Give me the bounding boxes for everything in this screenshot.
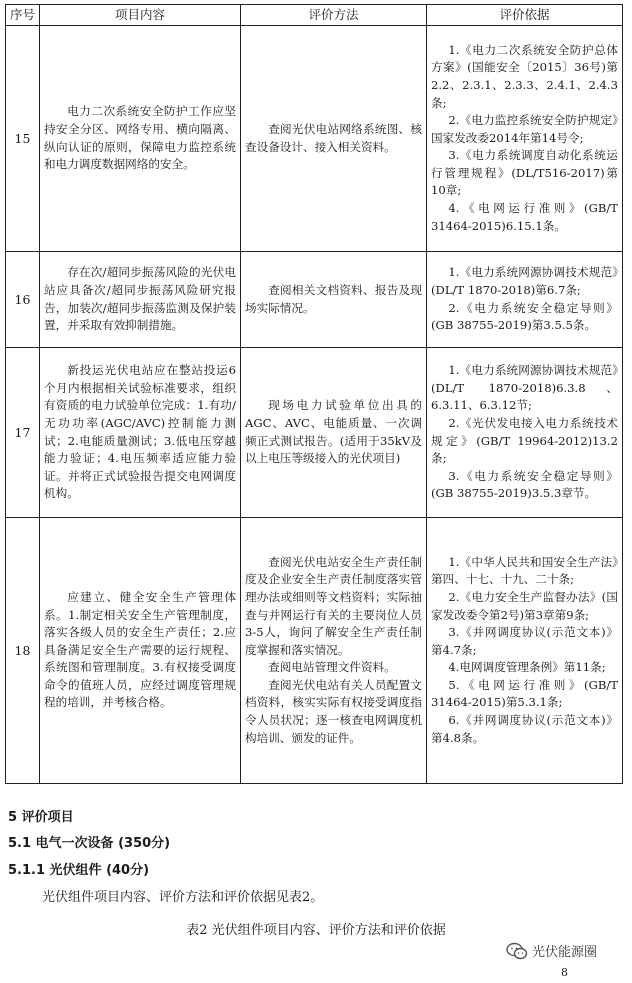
basis-item: 3.《并网调度协议(示范文本)》第4.7条; — [431, 625, 618, 657]
body-paragraph: 光伏组件项目内容、评价方法和评价依据见表2。 — [42, 890, 324, 905]
basis-item: 2.《电力监控系统安全防护规定》国家发改委2014年第14号令; — [431, 113, 618, 145]
table-row — [6, 518, 623, 784]
basis-item: 1.《电力系统网源协调技术规范》(DL/T 1870-2018)6.3.8、6.3.11、6.3.12节; — [431, 363, 618, 413]
row-content — [40, 348, 241, 518]
section-heading-5-1: 5.1 电气一次设备 (350分) — [8, 836, 171, 851]
row-method — [241, 26, 427, 252]
table-header-row — [6, 5, 623, 26]
row-number: 18 — [6, 518, 40, 784]
basis-item: 1.《电力二次系统安全防护总体方案》(国能安全〔2015〕36号)第2.2、2.3.1、2.3.3、2.4.1、2.4.3条; — [431, 42, 618, 110]
table-row — [6, 252, 623, 348]
header-seq: 序号 — [6, 5, 40, 26]
method-text: 现场电力试验单位出具的AGC、AVC、电能质量、一次调频正式测试报告。(适用于35kV及以上电压等级接入的光伏项目) — [245, 398, 422, 466]
table-row — [6, 26, 623, 252]
content-text: 存在次/超同步振荡风险的光伏电站应具备次/超同步振荡风险研究报告，加装次/超同步振荡监测及保护装置，并采取有效抑制措施。 — [44, 265, 236, 333]
row-number: 17 — [6, 348, 40, 518]
page-number: 8 — [561, 966, 568, 979]
row-method — [241, 348, 427, 518]
method-text: 查阅光伏电站网络系统图、核查设备设计、接入相关资料。 — [245, 121, 422, 154]
section-heading-5-1-1: 5.1.1 光伏组件 (40分) — [8, 863, 150, 878]
basis-item: 2.《电力系统安全稳定导则》(GB 38755-2019)第3.5.5条。 — [431, 300, 618, 333]
section-heading-5: 5 评价项目 — [8, 810, 74, 825]
row-method — [241, 518, 427, 784]
row-basis — [427, 518, 623, 784]
evaluation-table — [5, 4, 623, 784]
header-basis: 评价依据 — [427, 5, 623, 26]
row-content — [40, 252, 241, 348]
basis-item: 2.《电力安全生产监督办法》(国家发改委令第2号)第3章第9条; — [431, 589, 618, 622]
row-basis — [427, 252, 623, 348]
row-content — [40, 518, 241, 784]
table-row — [6, 348, 623, 518]
content-text: 新投运光伏电站应在整站投运6个月内根据相关试验标准要求，组织有资质的电力试验单位完成：1.有功/无功功率(AGC/AVC)控制能力测试；2.电能质量测试；3.低电压穿越能力验证；4.电压频率适应能力验证。并将正式试验报告提交电网调度机构。 — [44, 363, 236, 501]
basis-item: 3.《电力系统调度自动化系统运行管理规程》(DL/T516-2017)第10章; — [431, 148, 618, 198]
row-content — [40, 26, 241, 252]
row-method — [241, 252, 427, 348]
method-text: 查阅电站管理文件资料。 — [268, 660, 396, 675]
basis-item: 6.《并网调度协议(示范文本)》第4.8条。 — [431, 713, 618, 745]
basis-item: 1.《中华人民共和国安全生产法》第四、十七、十九、二十条; — [431, 554, 618, 587]
basis-item: 4.《电网运行准则》(GB/T 31464-2015)6.15.1条。 — [431, 201, 618, 233]
method-text: 查阅相关文档资料、报告及现场实际情况。 — [245, 282, 422, 315]
method-text: 查阅光伏电站安全生产责任制度及企业安全生产责任制度落实管理办法或细则等文档资料；实际抽查与并网运行有关的主要岗位人员3-5人，询问了解安全生产责任制度掌握和落实情况。 — [245, 554, 422, 657]
basis-item: 1.《电力系统网源协调技术规范》(DL/T 1870-2018)第6.7条; — [431, 265, 618, 297]
header-method: 评价方法 — [241, 5, 427, 26]
content-text: 电力二次系统安全防护工作应坚持安全分区、网络专用、横向隔离、纵向认证的原则，保障电力监控系统和电力调度数据网络的安全。 — [44, 104, 236, 172]
basis-item: 3.《电力系统安全稳定导则》(GB 38755-2019)3.5.3章节。 — [431, 468, 618, 501]
method-text: 查阅光伏电站有关人员配置文档资料，核实实际有权接受调度指令人员状况；逐一核查电网调度机构培训、颁发的证件。 — [245, 677, 422, 745]
row-number: 15 — [6, 26, 40, 252]
watermark — [506, 941, 597, 960]
row-number: 16 — [6, 252, 40, 348]
row-basis — [427, 26, 623, 252]
basis-item: 4.电网调度管理条例》第11条; — [448, 660, 606, 675]
basis-item: 2.《光伏发电接入电力系统技术规定》(GB/T 19964-2012)13.2条; — [431, 415, 618, 466]
wechat-icon — [506, 942, 528, 960]
header-content: 项目内容 — [40, 5, 241, 26]
content-text: 应建立、健全安全生产管理体系。1.制定相关安全生产管理制度，落实各级人员的安全生产责任；2.应具备满足安全生产需要的运行规程、系统图和管理制度。3.有权接受调度命令的值班人员，应经过调度管理规程的培训，并考核合格。 — [44, 589, 236, 710]
watermark-text: 光伏能源圈 — [532, 945, 598, 960]
row-basis — [427, 348, 623, 518]
table-caption: 表2 光伏组件项目内容、评价方法和评价依据 — [186, 923, 446, 938]
basis-item: 5.《电网运行准则》(GB/T 31464-2015)第5.3.1条; — [431, 677, 618, 710]
